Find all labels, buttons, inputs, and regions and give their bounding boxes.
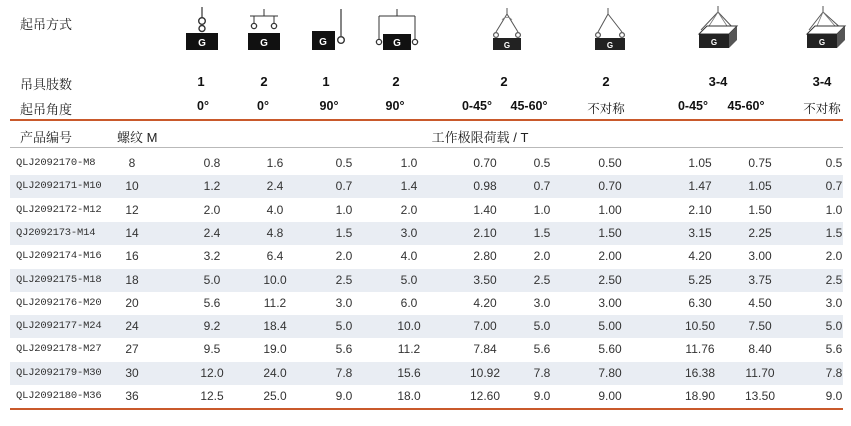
load-value-cell: 0.70 xyxy=(598,179,622,194)
load-value-cell: 10.0 xyxy=(397,319,421,334)
load-value-cell: 2.50 xyxy=(598,272,622,287)
load-value-cell: 7.84 xyxy=(473,342,497,357)
load-value-cell: 1.47 xyxy=(688,179,712,194)
load-value-cell: 3.15 xyxy=(688,225,712,240)
lift-single-vertical-icon xyxy=(182,6,222,52)
load-value-cell: 5.6 xyxy=(335,342,353,357)
load-value-cell: 9.2 xyxy=(203,319,221,334)
table-row xyxy=(10,152,843,175)
load-value-cell: 1.5 xyxy=(825,225,843,240)
angle-value: 0° xyxy=(197,99,209,113)
header-thread: 螺纹 M xyxy=(117,130,158,145)
load-value-cell: 7.8 xyxy=(335,365,353,380)
load-value-cell: 6.0 xyxy=(400,295,418,310)
load-value-cell: 2.10 xyxy=(473,225,497,240)
table-row xyxy=(10,245,843,268)
load-value-cell: 11.2 xyxy=(397,342,421,357)
load-value-cell: 11.70 xyxy=(745,365,775,380)
load-value-cell: 4.20 xyxy=(473,295,497,310)
table-row xyxy=(10,292,843,315)
angle-value: 45-60° xyxy=(510,99,548,113)
load-value-cell: 1.0 xyxy=(825,202,843,217)
table-row xyxy=(10,175,843,198)
load-value-cell: 1.4 xyxy=(400,179,418,194)
load-value-cell: 8.40 xyxy=(748,342,772,357)
svg-text:G: G xyxy=(606,41,614,50)
legs-value: 3-4 xyxy=(812,74,832,89)
load-value-cell: 1.00 xyxy=(598,202,622,217)
svg-text:G: G xyxy=(319,37,327,48)
load-value-cell: 2.0 xyxy=(203,202,221,217)
load-value-cell: 1.0 xyxy=(335,202,353,217)
product-code-cell: QLJ2092174-M16 xyxy=(16,250,102,263)
load-value-cell: 2.5 xyxy=(825,272,843,287)
load-value-cell: 5.0 xyxy=(203,272,221,287)
load-value-cell: 3.2 xyxy=(203,249,221,264)
load-value-cell: 3.0 xyxy=(335,295,353,310)
label-angle: 起吊角度 xyxy=(20,102,73,117)
load-value-cell: 4.50 xyxy=(748,295,772,310)
load-value-cell: 0.7 xyxy=(825,179,843,194)
lift-single-90deg-icon xyxy=(308,6,348,52)
load-value-cell: 0.70 xyxy=(473,156,497,170)
load-value-cell: 2.80 xyxy=(473,249,497,264)
load-value-cell: 7.8 xyxy=(825,365,843,380)
load-value-cell: 12.5 xyxy=(200,389,224,403)
load-value-cell: 10.0 xyxy=(263,272,287,287)
thread-cell: 20 xyxy=(125,295,139,310)
load-value-cell: 5.60 xyxy=(598,342,622,357)
lift-two-leg-vertical-icon xyxy=(246,6,282,52)
load-value-cell: 0.75 xyxy=(748,156,772,170)
product-code-cell: QLJ2092179-M30 xyxy=(16,366,102,379)
load-value-cell: 5.6 xyxy=(533,342,551,357)
load-value-cell: 1.0 xyxy=(533,202,551,217)
angle-value: 不对称 xyxy=(587,102,625,116)
load-value-cell: 10.92 xyxy=(469,365,501,380)
table-row xyxy=(10,385,843,408)
load-value-cell: 11.2 xyxy=(263,295,287,310)
table-row xyxy=(10,338,843,361)
load-value-cell: 0.5 xyxy=(533,156,551,170)
load-value-cell: 1.2 xyxy=(203,179,221,194)
product-code-cell: QLJ2092180-M36 xyxy=(16,390,102,402)
product-code-cell: QLJ2092172-M12 xyxy=(16,203,102,216)
load-value-cell: 6.4 xyxy=(266,249,284,264)
load-value-cell: 2.0 xyxy=(825,249,843,264)
load-value-cell: 7.00 xyxy=(473,319,497,334)
load-value-cell: 5.6 xyxy=(203,295,221,310)
load-value-cell: 12.60 xyxy=(469,389,501,403)
load-value-cell: 7.8 xyxy=(533,365,551,380)
load-value-cell: 2.5 xyxy=(335,272,353,287)
thread-cell: 8 xyxy=(128,156,136,170)
legs-value: 2 xyxy=(392,74,400,89)
table-row xyxy=(10,362,843,385)
angle-value: 90° xyxy=(319,99,339,113)
load-value-cell: 1.6 xyxy=(266,156,284,170)
lift-two-leg-90deg-icon xyxy=(373,6,421,52)
load-value-cell: 0.8 xyxy=(203,156,221,170)
load-value-cell: 4.20 xyxy=(688,249,712,264)
load-value-cell: 0.7 xyxy=(335,179,353,194)
load-value-cell: 1.05 xyxy=(748,179,772,194)
thread-cell: 27 xyxy=(125,342,139,357)
load-value-cell: 2.10 xyxy=(688,202,712,217)
load-value-cell: 3.75 xyxy=(748,272,772,287)
load-value-cell: 1.05 xyxy=(688,156,712,170)
load-value-cell: 12.0 xyxy=(200,365,224,380)
table-row xyxy=(10,222,843,245)
load-value-cell: 2.5 xyxy=(533,272,551,287)
product-code-cell: QLJ2092171-M10 xyxy=(16,180,102,193)
lift-multi-leg-angled-icon xyxy=(695,4,741,52)
load-value-cell: 15.6 xyxy=(397,365,421,380)
angle-value: 90° xyxy=(385,99,405,113)
product-code-cell: QLJ2092177-M24 xyxy=(16,320,102,333)
product-code-cell: QLJ2092170-M8 xyxy=(16,157,96,169)
load-value-cell: 9.0 xyxy=(335,389,353,403)
svg-text:G: G xyxy=(818,38,826,47)
product-code-cell: QLJ2092178-M27 xyxy=(16,343,102,356)
product-code-cell: QLJ2092175-M18 xyxy=(16,273,102,286)
load-value-cell: 1.50 xyxy=(748,202,772,217)
thread-cell: 24 xyxy=(125,319,139,334)
load-value-cell: 24.0 xyxy=(263,365,287,380)
load-value-cell: 2.0 xyxy=(533,249,551,264)
load-value-cell: 5.0 xyxy=(533,319,551,334)
load-value-cell: 16.38 xyxy=(684,365,716,380)
lift-two-leg-angled-icon xyxy=(489,6,525,52)
svg-text:G: G xyxy=(393,38,401,49)
load-value-cell: 5.0 xyxy=(335,319,353,334)
load-value-cell: 2.00 xyxy=(598,249,622,264)
header-working-load-limit: 工作极限荷载 / T xyxy=(431,130,529,145)
load-value-cell: 13.50 xyxy=(744,389,776,403)
thread-cell: 16 xyxy=(125,249,139,264)
load-value-cell: 1.5 xyxy=(335,225,353,240)
load-value-cell: 18.4 xyxy=(263,319,287,334)
load-value-cell: 25.0 xyxy=(263,389,287,403)
legs-value: 2 xyxy=(500,74,508,89)
load-value-cell: 2.25 xyxy=(748,225,772,240)
load-value-cell: 1.50 xyxy=(598,225,622,240)
table-row xyxy=(10,315,843,338)
angle-value: 0-45° xyxy=(677,99,709,113)
legs-value: 1 xyxy=(322,74,330,89)
load-value-cell: 11.76 xyxy=(685,342,715,357)
angle-value: 0-45° xyxy=(461,99,493,113)
load-value-cell: 9.0 xyxy=(533,389,551,403)
table-bottom-rule xyxy=(10,408,843,410)
thread-cell: 12 xyxy=(125,202,139,217)
load-value-cell: 3.00 xyxy=(598,295,622,310)
svg-text:G: G xyxy=(260,38,268,49)
thread-cell: 14 xyxy=(125,225,139,240)
lift-two-leg-asymmetric-icon xyxy=(592,6,628,52)
load-value-cell: 18.90 xyxy=(684,389,716,403)
load-value-cell: 5.25 xyxy=(688,272,712,287)
svg-text:G: G xyxy=(710,38,718,47)
load-value-cell: 9.00 xyxy=(598,389,622,403)
load-value-cell: 1.0 xyxy=(400,156,418,170)
load-value-cell: 5.6 xyxy=(825,342,843,357)
angle-value: 0° xyxy=(257,99,269,113)
load-value-cell: 1.40 xyxy=(473,202,497,217)
thread-cell: 36 xyxy=(125,389,139,403)
table-row xyxy=(10,199,843,222)
load-value-cell: 19.0 xyxy=(263,342,287,357)
load-value-cell: 3.50 xyxy=(473,272,497,287)
load-value-cell: 2.0 xyxy=(335,249,353,264)
load-value-cell: 1.5 xyxy=(533,225,551,240)
load-value-cell: 3.0 xyxy=(825,295,843,310)
angle-value: 45-60° xyxy=(727,99,765,113)
load-value-cell: 7.80 xyxy=(598,365,622,380)
legs-value: 2 xyxy=(260,74,268,89)
load-value-cell: 0.50 xyxy=(598,156,622,170)
header-top-rule xyxy=(10,119,843,121)
load-value-cell: 18.0 xyxy=(397,389,421,403)
angle-value: 不对称 xyxy=(803,102,841,116)
thread-cell: 10 xyxy=(125,179,139,194)
table-row xyxy=(10,269,843,292)
thread-cell: 30 xyxy=(125,365,139,380)
load-value-cell: 0.7 xyxy=(533,179,551,194)
legs-value: 2 xyxy=(602,74,610,89)
label-lifting-method: 起吊方式 xyxy=(20,17,73,32)
load-value-cell: 0.5 xyxy=(335,156,353,170)
load-value-cell: 5.0 xyxy=(400,272,418,287)
thread-cell: 18 xyxy=(125,272,139,287)
header-bottom-rule xyxy=(10,147,843,148)
load-value-cell: 0.5 xyxy=(825,156,843,170)
lift-multi-leg-asymmetric-icon xyxy=(803,4,849,52)
load-value-cell: 3.00 xyxy=(748,249,772,264)
load-value-cell: 3.0 xyxy=(533,295,551,310)
load-value-cell: 2.4 xyxy=(203,225,221,240)
load-value-cell: 5.0 xyxy=(825,319,843,334)
load-value-cell: 0.98 xyxy=(473,179,497,194)
load-value-cell: 4.8 xyxy=(266,225,284,240)
load-value-cell: 3.0 xyxy=(400,225,418,240)
load-value-cell: 10.50 xyxy=(684,319,716,334)
load-value-cell: 7.50 xyxy=(748,319,772,334)
load-value-cell: 6.30 xyxy=(688,295,712,310)
load-value-cell: 2.4 xyxy=(266,179,284,194)
svg-text:G: G xyxy=(503,41,511,50)
product-code-cell: QJ2092173-M14 xyxy=(16,226,96,239)
icon-letter: G xyxy=(198,38,206,49)
label-legs: 吊具肢数 xyxy=(20,77,73,92)
legs-value: 1 xyxy=(197,74,205,89)
load-value-cell: 4.0 xyxy=(266,202,284,217)
product-code-cell: QLJ2092176-M20 xyxy=(16,296,102,309)
legs-value: 3-4 xyxy=(708,74,728,89)
load-value-cell: 5.00 xyxy=(598,319,622,334)
load-value-cell: 4.0 xyxy=(400,249,418,264)
load-value-cell: 9.5 xyxy=(203,342,221,357)
load-value-cell: 9.0 xyxy=(825,389,843,403)
header-product-code: 产品编号 xyxy=(20,130,73,145)
load-value-cell: 2.0 xyxy=(400,202,418,217)
